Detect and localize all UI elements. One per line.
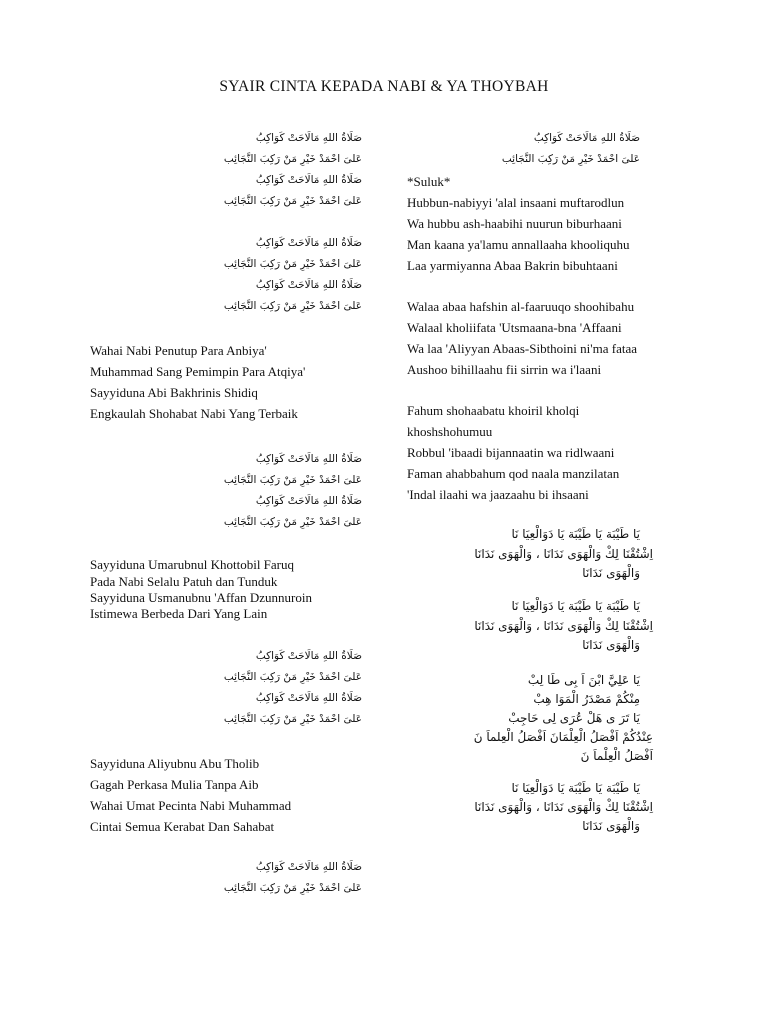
- ali-line: يَا تَرَ ى هَلْ عُرَى لِى حَاجِبْ: [508, 711, 640, 725]
- verse-line: Laa yarmiyanna Abaa Bakrin bibuhtaani: [407, 258, 618, 273]
- verse-line: Pada Nabi Selalu Patuh dan Tunduk: [90, 574, 278, 589]
- shalawat-line-1: صَلَاةُ اللهِ مَالَاحَتْ كَوَاكِبُ: [533, 132, 640, 144]
- thoybah-line: يَا طَيْبَة يَا طَيْبَة يَا دَوَالْعِيَا نَا: [511, 527, 640, 541]
- verse-line: Wahai Umat Pecinta Nabi Muhammad: [90, 798, 292, 813]
- ali-line: مِنْكُمْ مَصْدَرُ الْمَوَا هِبْ: [533, 692, 640, 706]
- shalawat-line-2: عَلىَ احْمَدْ خَيْرِ مَنْ رَكِبَ النَّجَائِب: [223, 713, 362, 725]
- verse-line: Aushoo bihillaahu fii sirrin wa i'laani: [407, 362, 602, 377]
- verse-line: khoshshohumuu: [407, 424, 493, 439]
- shalawat-line-1: صَلَاةُ اللهِ مَالَاحَتْ كَوَاكِبُ: [255, 495, 362, 507]
- shalawat-line-2: عَلىَ احْمَدْ خَيْرِ مَنْ رَكِبَ النَّجَائِب: [223, 671, 362, 683]
- shalawat-line-2: عَلىَ احْمَدْ خَيْرِ مَنْ رَكِبَ النَّجَائِب: [223, 474, 362, 486]
- thoybah-line: اِشْتُقْنَا لِكْ وَالْهَوَى نَدَانَا ، وَالْهَوَى نَدَانَا: [474, 800, 653, 814]
- verse-line: Wa hubbu ash-haabihi nuurun biburhaani: [407, 216, 622, 231]
- verse-line: Sayyiduna Usmanubnu 'Affan Dzunnuroin: [90, 590, 312, 605]
- verse-line: Muhammad Sang Pemimpin Para Atqiya': [90, 364, 306, 379]
- verse-line: Fahum shohaabatu khoiril kholqi: [407, 403, 580, 418]
- thoybah-line: يَا طَيْبَة يَا طَيْبَة يَا دَوَالْعِيَا نَا: [511, 599, 640, 613]
- verse-line: Cintai Semua Kerabat Dan Sahabat: [90, 819, 275, 834]
- shalawat-line-1: صَلَاةُ اللهِ مَالَاحَتْ كَوَاكِبُ: [255, 692, 362, 704]
- shalawat-line-1: صَلَاةُ اللهِ مَالَاحَتْ كَوَاكِبُ: [255, 453, 362, 465]
- verse-line: Wa laa 'Aliyyan Abaas-Sibthoini ni'ma fataa: [407, 341, 637, 356]
- verse-line: Man kaana ya'lamu annallaaha khooliquhu: [407, 237, 630, 252]
- right-column: [407, 0, 657, 1024]
- verse-line: Istimewa Berbeda Dari Yang Lain: [90, 606, 268, 621]
- shalawat-line-1: صَلَاةُ اللهِ مَالَاحَتْ كَوَاكِبُ: [255, 174, 362, 186]
- verse-line: Engkaulah Shohabat Nabi Yang Terbaik: [90, 406, 298, 421]
- shalawat-line-1: صَلَاةُ اللهِ مَالَاحَتْ كَوَاكِبُ: [255, 279, 362, 291]
- shalawat-line-2: عَلىَ احْمَدْ خَيْرِ مَنْ رَكِبَ النَّجَائِب: [223, 153, 362, 165]
- shalawat-line-1: صَلَاةُ اللهِ مَالَاحَتْ كَوَاكِبُ: [255, 132, 362, 144]
- shalawat-line-2: عَلىَ احْمَدْ خَيْرِ مَنْ رَكِبَ النَّجَائِب: [501, 153, 640, 165]
- verse-line: Sayyiduna Abi Bakhrinis Shidiq: [90, 385, 258, 400]
- verse-line: Wahai Nabi Penutup Para Anbiya': [90, 343, 267, 358]
- shalawat-line-2: عَلىَ احْمَدْ خَيْرِ مَنْ رَكِبَ النَّجَائِب: [223, 882, 362, 894]
- shalawat-line-2: عَلىَ احْمَدْ خَيْرِ مَنْ رَكِبَ النَّجَائِب: [223, 258, 362, 270]
- page-title: SYAIR CINTA KEPADA NABI & YA THOYBAH: [219, 78, 549, 95]
- verse-line: Hubbun-nabiyyi 'alal insaani muftarodlun: [407, 195, 625, 210]
- thoybah-line: يَا طَيْبَة يَا طَيْبَة يَا دَوَالْعِيَا نَا: [511, 781, 640, 795]
- ali-line: اَفْصَلُ الْعِلْماَ نَ: [580, 749, 653, 763]
- thoybah-line: وَالْهَوَى نَدَانَا: [582, 566, 640, 580]
- verse-line: Faman ahabbahum qod naala manzilatan: [407, 466, 620, 481]
- thoybah-line: وَالْهَوَى نَدَانَا: [582, 638, 640, 652]
- ali-line: عِنْدُكُمْ اَفْصَلُ الْعِلْمَانَ اَفْصَلُ الْعِلماَ نَ: [473, 730, 653, 744]
- verse-line: 'Indal ilaahi wa jaazaahu bi ihsaani: [407, 487, 589, 502]
- verse-line: Walaa abaa hafshin al-faaruuqo shoohibahu: [407, 299, 635, 314]
- suluk-label: *Suluk*: [407, 174, 451, 189]
- left-column: [90, 0, 380, 1024]
- thoybah-line: اِشْتُقْنَا لِكْ وَالْهَوَى نَدَانَا ، وَالْهَوَى نَدَانَا: [474, 547, 653, 561]
- shalawat-line-2: عَلىَ احْمَدْ خَيْرِ مَنْ رَكِبَ النَّجَائِب: [223, 300, 362, 312]
- shalawat-line-1: صَلَاةُ اللهِ مَالَاحَتْ كَوَاكِبُ: [255, 650, 362, 662]
- shalawat-line-1: صَلَاةُ اللهِ مَالَاحَتْ كَوَاكِبُ: [255, 861, 362, 873]
- verse-line: Robbul 'ibaadi bijannaatin wa ridlwaani: [407, 445, 615, 460]
- verse-line: Sayyiduna Umarubnul Khottobil Faruq: [90, 557, 295, 572]
- shalawat-line-1: صَلَاةُ اللهِ مَالَاحَتْ كَوَاكِبُ: [255, 237, 362, 249]
- verse-line: Walaal kholiifata 'Utsmaana-bna 'Affaani: [407, 320, 622, 335]
- thoybah-line: وَالْهَوَى نَدَانَا: [582, 819, 640, 833]
- thoybah-line: اِشْتُقْنَا لِكْ وَالْهَوَى نَدَانَا ، وَالْهَوَى نَدَانَا: [474, 619, 653, 633]
- ali-line: يَا عَلِيَّ ابْنَ اَ بِى طَا لِبْ: [527, 673, 640, 687]
- shalawat-line-2: عَلىَ احْمَدْ خَيْرِ مَنْ رَكِبَ النَّجَائِب: [223, 516, 362, 528]
- verse-line: Sayyiduna Aliyubnu Abu Tholib: [90, 756, 260, 771]
- verse-line: Gagah Perkasa Mulia Tanpa Aib: [90, 777, 259, 792]
- shalawat-line-2: عَلىَ احْمَدْ خَيْرِ مَنْ رَكِبَ النَّجَائِب: [223, 195, 362, 207]
